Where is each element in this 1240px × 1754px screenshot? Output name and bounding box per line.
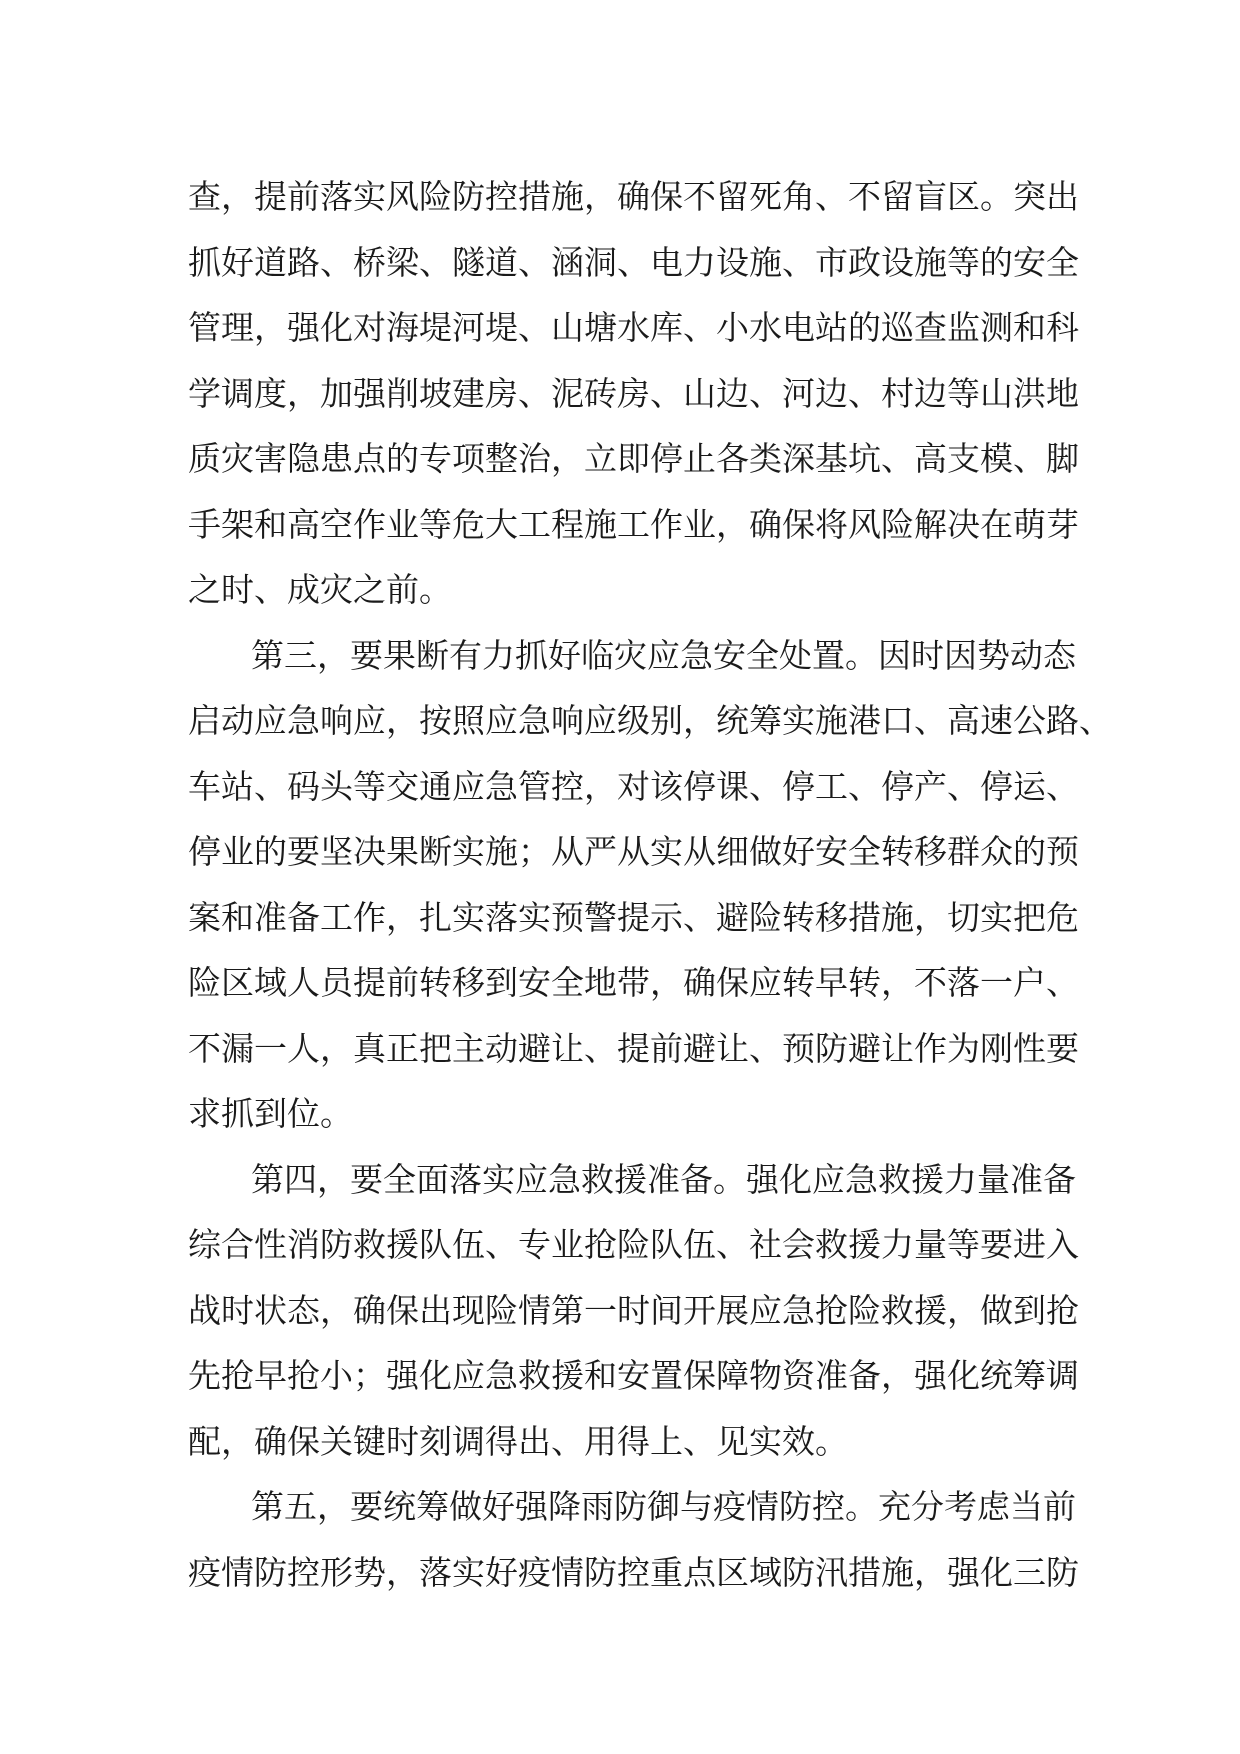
text-line: 配，确保关键时刻调得出、用得上、见实效。 [188,1421,848,1461]
text-line: 之时、成灾之前。 [188,570,452,609]
text-line: 第三，要果断有力抓好临灾应急安全处置。因时因势动态 [251,635,1076,675]
text-line: 先抢早抢小；强化应急救援和安置保障物资准备，强化统筹调 [188,1356,1079,1395]
text-line: 手架和高空作业等危大工程施工作业，确保将风险解决在萌芽 [188,504,1079,544]
text-line: 质灾害隐患点的专项整治，立即停止各类深基坑、高支模、脚 [188,439,1079,478]
text-line: 求抓到位。 [188,1094,353,1133]
text-line: 查，提前落实风险防控措施，确保不留死角、不留盲区。突出 [188,177,1079,216]
paragraph-fourth-point [188,1147,1088,1475]
paragraph-fifth-point [188,1474,1088,1605]
text-line: 管理，强化对海堤河堤、山塘水库、小水电站的巡查监测和科 [188,308,1079,347]
text-line: 启动应急响应，按照应急响应级别，统筹实施港口、高速公路、 [188,701,1112,740]
text-line: 第五，要统筹做好强降雨防御与疫情防控。充分考虑当前 [251,1487,1076,1526]
text-line: 险区域人员提前转移到安全地带，确保应转早转，不落一户、 [188,963,1079,1002]
text-line: 学调度，加强削坡建房、泥砖房、山边、河边、村边等山洪地 [188,373,1079,413]
text-line: 综合性消防救援队伍、专业抢险队伍、社会救援力量等要进入 [188,1225,1079,1264]
text-line: 疫情防控形势，落实好疫情防控重点区域防汛措施，强化三防 [188,1552,1079,1592]
document-body [188,164,1112,1605]
paragraph-third-point [188,623,1112,1147]
text-line: 抓好道路、桥梁、隧道、涵洞、电力设施、市政设施等的安全 [188,242,1079,282]
text-line: 第四，要全面落实应急救援准备。强化应急救援力量准备 [251,1159,1076,1199]
paragraph-continuation [188,164,1088,623]
text-line: 停业的要坚决果断实施；从严从实从细做好安全转移群众的预 [188,832,1079,871]
text-line: 案和准备工作，扎实落实预警提示、避险转移措施，切实把危 [188,897,1079,937]
text-line: 不漏一人，真正把主动避让、提前避让、预防避让作为刚性要 [188,1028,1079,1068]
text-line: 战时状态，确保出现险情第一时间开展应急抢险救援，做到抢 [188,1290,1079,1330]
text-line: 车站、码头等交通应急管控，对该停课、停工、停产、停运、 [188,766,1079,806]
